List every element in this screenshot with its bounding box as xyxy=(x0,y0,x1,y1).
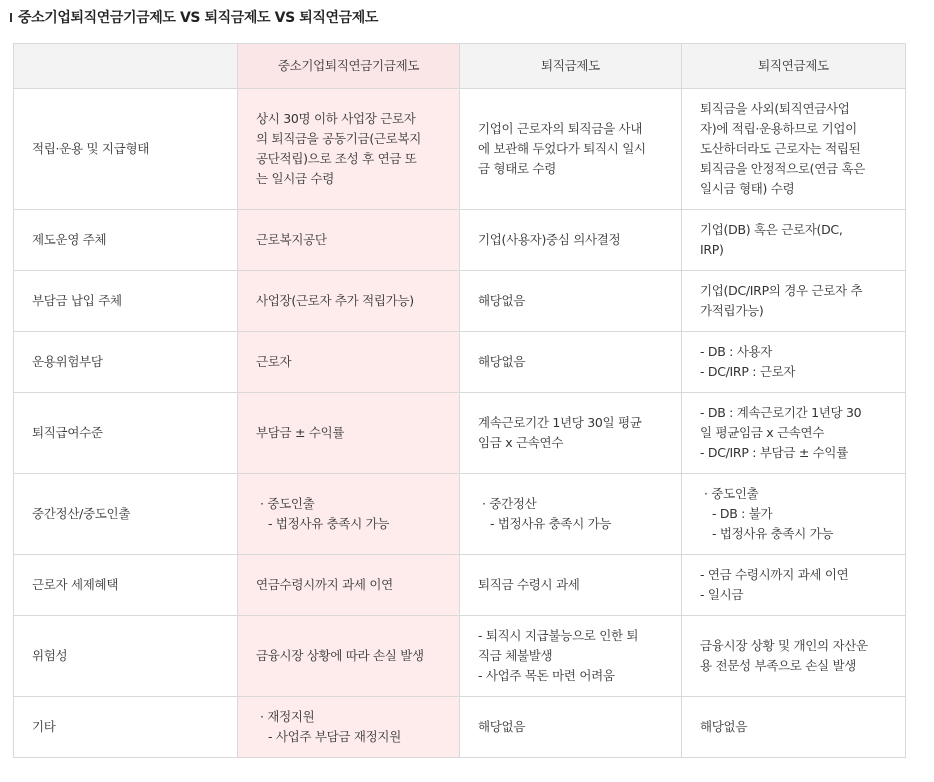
cell-text-line: 해당없음 xyxy=(478,354,526,369)
cell-text-line: 기업이 근로자의 퇴직금을 사내 xyxy=(478,121,643,136)
page-title-row xyxy=(10,6,378,28)
cell-severance xyxy=(460,210,682,271)
cell-severance xyxy=(460,555,682,616)
cell-text-line: 해당없음 xyxy=(478,719,526,734)
cell-text-line: - 일시금 xyxy=(700,587,744,602)
cell-text-line: · 재정지원 xyxy=(260,709,315,724)
cell-text-line: IRP) xyxy=(700,242,724,257)
cell-sme-fund xyxy=(238,89,460,210)
row-label: 운용위험부담 xyxy=(14,332,238,393)
cell-severance xyxy=(460,697,682,758)
cell-text-line: 근로자 xyxy=(256,354,292,369)
cell-pension xyxy=(682,271,906,332)
cell-text-line: 일시금 형태) 수령 xyxy=(700,181,795,196)
cell-pension xyxy=(682,332,906,393)
cell-text-line: - DC/IRP : 부담금 ± 수익률 xyxy=(700,445,848,460)
cell-sme-fund xyxy=(238,210,460,271)
cell-sme-fund xyxy=(238,332,460,393)
comparison-table xyxy=(13,43,906,758)
cell-text-line: - 법정사유 충족시 가능 xyxy=(490,516,612,531)
cell-sme-fund xyxy=(238,474,460,555)
header-pension: 퇴직연금제도 xyxy=(682,44,906,89)
cell-text-line: 일 평균임금 x 근속연수 xyxy=(700,425,825,440)
table-row xyxy=(14,697,906,758)
cell-text-line: 가적립가능) xyxy=(700,303,764,318)
cell-severance xyxy=(460,271,682,332)
cell-text-line: 상시 30명 이하 사업장 근로자 xyxy=(256,111,416,126)
cell-text-line: 기업(DC/IRP의 경우 근로자 추 xyxy=(700,283,863,298)
cell-text-line: - DC/IRP : 근로자 xyxy=(700,364,796,379)
cell-text-line: 임금 x 근속연수 xyxy=(478,435,564,450)
cell-sme-fund xyxy=(238,697,460,758)
cell-text-line: - 법정사유 충족시 가능 xyxy=(712,526,834,541)
cell-severance xyxy=(460,89,682,210)
cell-text-line: 자)에 적립·운용하므로 기업이 xyxy=(700,121,857,136)
cell-text-line: - 연금 수령시까지 과세 이연 xyxy=(700,567,849,582)
cell-text-line: 에 보관해 두었다가 퇴직시 일시 xyxy=(478,141,646,156)
cell-pension xyxy=(682,555,906,616)
row-label: 제도운영 주체 xyxy=(14,210,238,271)
cell-text-line: 사업장(근로자 추가 적립가능) xyxy=(256,293,414,308)
cell-text-line: · 중도인출 xyxy=(260,496,315,511)
cell-text-line: 는 일시금 수령 xyxy=(256,171,334,186)
cell-text-line: - DB : 불가 xyxy=(712,506,773,521)
header-severance: 퇴직금제도 xyxy=(460,44,682,89)
cell-text-line: 금 형태로 수령 xyxy=(478,161,556,176)
cell-text-line: · 중간정산 xyxy=(482,496,537,511)
table-row xyxy=(14,474,906,555)
cell-text-line: 공단적립)으로 조성 후 연금 또 xyxy=(256,151,417,166)
row-label: 부담금 납입 주체 xyxy=(14,271,238,332)
row-label: 중간정산/중도인출 xyxy=(14,474,238,555)
page-title: 중소기업퇴직연금기금제도 VS 퇴직금제도 VS 퇴직연금제도 xyxy=(18,10,378,26)
cell-sme-fund xyxy=(238,555,460,616)
cell-text-line: 근로복지공단 xyxy=(256,232,327,247)
cell-severance xyxy=(460,393,682,474)
cell-text-line: 의 퇴직금을 공동기금(근로복지 xyxy=(256,131,421,146)
cell-text-line: 해당없음 xyxy=(478,293,526,308)
table-row xyxy=(14,555,906,616)
cell-sme-fund xyxy=(238,616,460,697)
cell-severance xyxy=(460,616,682,697)
cell-text-line: 퇴직금을 사외(퇴직연금사업 xyxy=(700,101,850,116)
row-label: 근로자 세제혜택 xyxy=(14,555,238,616)
cell-text-line: 부담금 ± 수익률 xyxy=(256,425,345,440)
cell-text-line: 기업(DB) 혹은 근로자(DC, xyxy=(700,222,843,237)
cell-severance xyxy=(460,332,682,393)
cell-text-line: 금융시장 상황에 따라 손실 발생 xyxy=(256,648,424,663)
table-row xyxy=(14,393,906,474)
cell-text-line: 용 전문성 부족으로 손실 발생 xyxy=(700,658,856,673)
cell-text-line: 퇴직금을 안정적으로(연금 혹은 xyxy=(700,161,865,176)
cell-text-line: 기업(사용자)중심 의사결정 xyxy=(478,232,621,247)
header-sme-fund: 중소기업퇴직연금기금제도 xyxy=(238,44,460,89)
cell-sme-fund xyxy=(238,393,460,474)
cell-pension xyxy=(682,616,906,697)
table-header-row xyxy=(14,44,906,89)
row-label: 적립·운용 및 지급형태 xyxy=(14,89,238,210)
header-empty xyxy=(14,44,238,89)
cell-text-line: 금융시장 상황 및 개인의 자산운 xyxy=(700,638,868,653)
table-row xyxy=(14,616,906,697)
cell-text-line: - 퇴직시 지급불능으로 인한 퇴 xyxy=(478,628,639,643)
row-label: 기타 xyxy=(14,697,238,758)
cell-severance xyxy=(460,474,682,555)
cell-text-line: 도산하더라도 근로자는 적립된 xyxy=(700,141,861,156)
cell-pension xyxy=(682,474,906,555)
cell-text-line: 퇴직금 수령시 과세 xyxy=(478,577,580,592)
cell-pension xyxy=(682,393,906,474)
cell-text-line: 해당없음 xyxy=(700,719,748,734)
cell-text-line: - 사업주 부담금 재정지원 xyxy=(268,729,401,744)
cell-pension xyxy=(682,210,906,271)
cell-pension xyxy=(682,89,906,210)
cell-text-line: · 중도인출 xyxy=(704,486,759,501)
cell-text-line: 직금 체불발생 xyxy=(478,648,553,663)
table-row xyxy=(14,210,906,271)
row-label: 위험성 xyxy=(14,616,238,697)
cell-text-line: - DB : 사용자 xyxy=(700,344,773,359)
table-row xyxy=(14,332,906,393)
row-label: 퇴직급여수준 xyxy=(14,393,238,474)
cell-text-line: - 사업주 목돈 마련 어려움 xyxy=(478,668,615,683)
cell-text-line: - DB : 계속근로기간 1년당 30 xyxy=(700,405,862,420)
table-row xyxy=(14,271,906,332)
cell-sme-fund xyxy=(238,271,460,332)
title-marker xyxy=(10,13,12,22)
cell-text-line: 계속근로기간 1년당 30일 평균 xyxy=(478,415,642,430)
cell-text-line: 연금수령시까지 과세 이연 xyxy=(256,577,393,592)
cell-pension xyxy=(682,697,906,758)
cell-text-line: - 법정사유 충족시 가능 xyxy=(268,516,390,531)
table-row xyxy=(14,89,906,210)
